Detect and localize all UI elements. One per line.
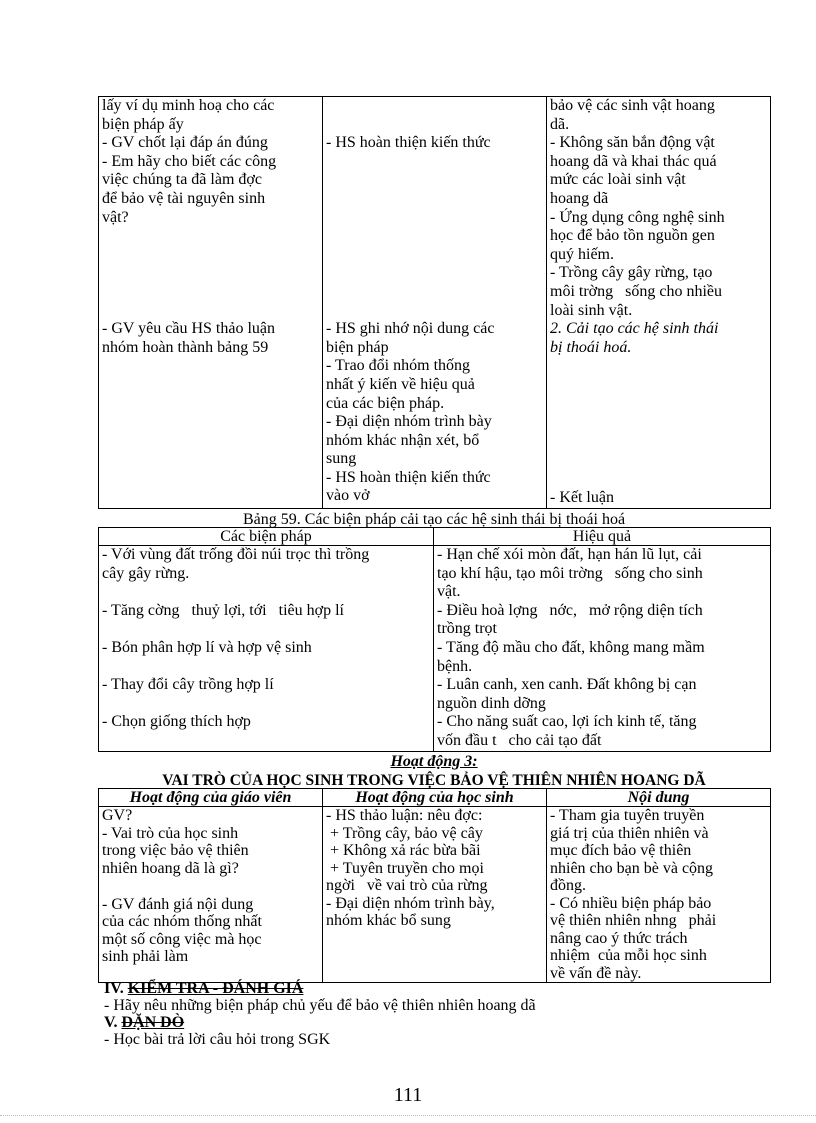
activity3-teacher-cell [99,807,323,983]
text-line: - GV đánh giá nội dung [102,895,254,913]
text-line: - Luân canh, xen canh. Đất không bị cạn [437,676,697,694]
text-line: - Chọn giống thích hợp [102,713,251,731]
text-line: - Cho năng suất cao, lợi ích kinh tế, tăng [437,713,697,731]
table59-measure-item [102,602,430,639]
text-line [326,283,543,302]
text-line: của các nhóm thống nhất [102,913,262,931]
text-line: + Không xả rác bừa bãi [326,842,481,859]
text-line: vào vở [326,487,370,505]
text-line [326,209,543,228]
text-line: nguồn dinh dỡng [437,694,546,712]
content-cell [547,97,771,509]
table59-caption: Bảng 59. Các biện pháp cải tạo các hệ sinh thái bị thoái hoá [242,511,626,528]
text-line: nhóm khác nhận xét, bổ [326,431,480,449]
text-line: - HS hoàn thiện kiến thức [326,468,491,486]
text-line: - HS ghi nhớ nội dung các [326,320,495,338]
student-activity-cell [323,97,547,509]
text-line: biện pháp [326,338,389,356]
text-line: nhiên cho bạn bè và cộng [550,859,714,877]
table59-measure-item [102,713,430,750]
table59-measure-item [102,676,430,713]
text-line: việc chúng ta đã làm đợc [102,171,262,189]
text-line: sinh phải làm [102,948,189,966]
text-line [326,171,543,190]
page-number: 111 [393,1084,423,1106]
text-line: bị thoái hoá. [550,338,632,356]
text-line: môi trờng sống cho nhiều [550,282,722,300]
text-line: nhóm khác bổ sung [326,912,451,929]
text-line: - Điều hoà lợng nớc, mở rộng diện tích [437,601,703,619]
text-line [326,302,543,321]
table59-measure-item [102,546,430,602]
page-border-line [0,1115,816,1116]
text-line: đồng. [550,877,586,894]
text-line: - Có nhiều biện pháp bảo [550,894,712,912]
text-line: + Tuyên truyền cho mọi [326,859,484,877]
text-line: - Thay đổi cây trồng hợp lí [102,676,274,694]
text-line: - Đại diện nhóm trình bày, [326,894,495,912]
text-line: dã. [550,115,570,133]
text-line: - Đại diện nhóm trình bày [326,413,492,431]
text-line: 2. Cải tạo các hệ sinh thái [550,320,719,338]
text-line [326,264,543,283]
table59-effect-item [437,676,767,713]
text-line: - Tăng cờng thuỷ lợi, tới tiêu hợp lí [102,601,344,619]
text-line [102,264,319,283]
header-student: Hoạt động của học sinh [323,789,547,807]
text-line [102,246,319,265]
text-line [102,283,319,302]
text-line [326,246,543,265]
text-line: - Em hãy cho biết các công [102,152,277,170]
text-line: nâng cao ý thức trách [550,929,688,947]
text-line: - Hạn chế xói mòn đất, hạn hán lũ lụt, cải [437,546,702,563]
text-line: lấy ví dụ minh hoạ cho các [102,97,275,114]
text-line [102,302,319,321]
text-line: để bảo vệ tài nguyên sinh [102,189,266,207]
text-line: nhất ý kiến về hiệu quả [326,375,475,393]
text-line: trong việc bảo vệ thiên [102,842,249,859]
table59-effects-cell [434,546,771,752]
text-line: mức các loài sinh vật [550,171,686,189]
text-line: - Tăng độ mầu cho đất, không mang mầm [437,638,705,656]
text-line: bảo vệ các sinh vật hoang [550,97,715,114]
activity3-title: VAI TRÒ CỦA HỌC SINH TRONG VIỆC BẢO VỆ THIÊN NHIÊN HOANG DÃ [162,772,706,789]
text-line: - HS thảo luận: nêu đợc: [326,807,483,824]
text-line: vệ thiên nhiên nhng phải [550,912,717,929]
text-line: - Trao đổi nhóm thống [326,357,471,375]
text-line [102,877,319,896]
text-line: hoang dã và khai thác quá [550,152,717,170]
activity3-heading: Hoạt động 3: [390,753,478,770]
text-line [326,116,543,135]
table59-header-measures: Các biện pháp [99,528,434,546]
teacher-activity-cell [99,97,323,509]
text-line: tạo khí hậu, tạo môi trờng sống cho sinh [437,564,703,582]
top-activity-table [98,96,771,509]
header-teacher: Hoạt động của giáo viên [99,789,323,807]
section4-text: - Hãy nêu những biện pháp chủ yếu để bảo vệ thiên nhiên hoang dã [104,997,536,1014]
text-line: hoang dã [550,189,609,207]
text-line: + Trồng cây, bảo vệ cây [326,824,483,842]
text-line: biện pháp ấy [102,115,184,133]
text-line: vật? [102,208,129,226]
text-line: bệnh. [437,657,473,675]
table59-measures-cell [99,546,434,752]
text-line: - Không săn bắn động vật [550,134,715,152]
text-line: cây gây rừng. [102,564,190,582]
section5-heading [104,1014,184,1032]
section5-text: - Học bài trả lời câu hỏi trong SGK [104,1031,331,1048]
text-line: vật. [437,583,461,601]
text-line [326,97,543,116]
text-line: - Tham gia tuyên truyền [550,807,705,824]
text-line: - Với vùng đất trống đồi núi trọc thì trồng [102,546,370,563]
text-line: quý hiếm. [550,245,614,263]
activity3-content-cell [547,807,771,983]
text-line: về vấn đề này. [550,964,642,982]
text-line: - Vai trò của học sinh [102,824,239,842]
text-line: của các biện pháp. [326,394,445,412]
text-line [326,153,543,172]
activity3-table [98,788,771,983]
table59-effect-item [437,713,767,750]
section5-number: V. [104,1014,122,1031]
text-line [326,190,543,209]
table59-effect-item [437,546,767,602]
table59-header-effects: Hiệu quả [434,528,771,546]
conclusion-text: - Kết luận [550,489,614,507]
text-line: nhiệm của mỗi học sinh [550,947,707,964]
text-line [326,227,543,246]
text-line: một số công việc mà học [102,930,262,948]
text-line: loài sinh vật. [550,301,633,319]
table59-effect-item [437,602,767,639]
header-content: Nội dung [547,789,771,807]
table59-effect-item [437,639,767,676]
text-line: - Bón phân hợp lí và hợp vệ sinh [102,638,312,656]
table59 [98,527,771,752]
text-line: GV? [102,807,133,824]
text-line: ngời về vai trò của rừng [326,877,488,894]
text-line: - GV chốt lại đáp án đúng [102,134,268,152]
text-line: - Trồng cây gây rừng, tạo [550,264,713,282]
text-line: nhiên hoang dã là gì? [102,859,239,877]
activity3-student-cell [323,807,547,983]
section4-number: IV. [104,980,128,997]
table59-measure-item [102,639,430,676]
text-line [102,227,319,246]
section5-title: DẶN DÒ [121,1014,185,1031]
text-line: nhóm hoàn thành bảng 59 [102,338,269,356]
section4-title: KIỂM TRA - ĐÁNH GIÁ [127,980,304,997]
text-line: - GV yêu cầu HS thảo luận [102,320,275,338]
text-line: giá trị của thiên nhiên và [550,824,709,842]
text-line: sung [326,450,357,468]
text-line: vốn đầu t cho cải tạo đất [437,731,602,749]
text-line: học để bảo tồn nguồn gen [550,227,715,245]
section4-heading [104,980,303,998]
text-line: - Ứng dụng công nghệ sinh [550,208,725,226]
text-line: - HS hoàn thiện kiến thức [326,134,491,152]
text-line: trồng trọt [437,620,497,638]
text-line: mục đích bảo vệ thiên [550,842,692,859]
